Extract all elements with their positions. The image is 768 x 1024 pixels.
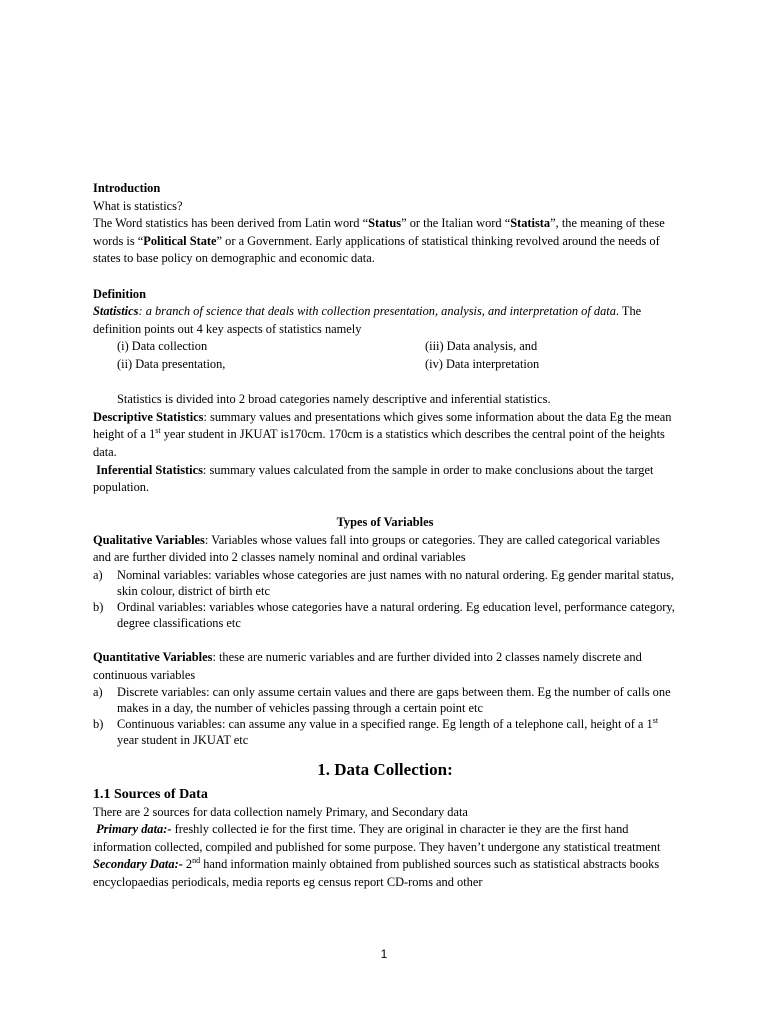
sources-paragraph: There are 2 sources for data collection namely Primary, and Secondary data — [93, 804, 468, 819]
section-heading: 1. Data Collection: — [317, 759, 453, 779]
quantitative-paragraph: Quantitative Variables: these are numeric variables and are further divided into 2 classes namely discrete and continuous variables — [93, 650, 642, 682]
definition-paragraph: Statistics: a branch of science that deals with collection presentation, analysis, and interpretation of data. The definition points out 4 key aspects of statistics namely — [93, 304, 642, 336]
aspect-item: (iv) Data interpretation — [425, 356, 540, 371]
categories-intro: Statistics is divided into 2 broad categories namely descriptive and inferential statistics. — [117, 392, 551, 407]
qualitative-list — [93, 568, 677, 631]
intro-heading: Introduction — [93, 181, 161, 195]
subsection-heading: 1.1 Sources of Data — [93, 786, 208, 802]
aspects-list — [117, 338, 677, 373]
qualitative-paragraph: Qualitative Variables: Variables whose values fall into groups or categories. They are called categorical variables and are further divided into 2 classes namely nominal and ordinal variables — [93, 532, 660, 565]
list-item: a) Nominal variables: variables whose categories are just names with no natural ordering. Eg gender marital status, skin colour, district of birth etc — [93, 568, 675, 598]
intro-paragraph: The Word statistics has been derived from Latin word “Status” or the Italian word “Statista”, the meaning of these words is “Political State” or a Government. Early applications of statistical thinking revolved around the needs of states to base policy on demographic and economic data. — [93, 216, 665, 266]
aspect-item: (iii) Data analysis, and — [425, 339, 538, 354]
list-item: b) Continuous variables: can assume any value in a specified range. Eg length of a telephone call, height of a 1st year student in JKUAT etc — [93, 716, 659, 747]
aspect-item: (ii) Data presentation, — [117, 356, 226, 371]
descriptive-paragraph: Descriptive Statistics: summary values and presentations which gives some information about the data Eg the mean height of a 1st year student in JKUAT is170cm. 170cm is a statistics which describes the central point of the heights data. — [93, 409, 672, 459]
document-page — [93, 180, 677, 892]
page-number: 1 — [380, 947, 388, 961]
types-heading: Types of Variables — [336, 515, 434, 530]
quantitative-list — [93, 685, 677, 748]
definition-heading: Definition — [93, 286, 147, 301]
list-item: a) Discrete variables: can only assume certain values and there are gaps between them. Eg the number of calls one makes in a day, the number of vehicles passing through a certain point etc — [93, 685, 671, 715]
inferential-paragraph: Inferential Statistics: summary values calculated from the sample in order to make conclusions about the target population. — [93, 462, 654, 495]
aspect-item: (i) Data collection — [117, 339, 208, 354]
primary-paragraph: Primary data:- freshly collected ie for the first time. They are original in character ie they are the first hand information collected, compiled and published for some purpose. They haven’t undergone any statistical treatment — [93, 822, 661, 854]
list-item: b) Ordinal variables: variables whose categories have a natural ordering. Eg education level, performance category, degree classifications etc — [93, 600, 675, 630]
intro-question: What is statistics? — [93, 198, 183, 213]
secondary-paragraph: Secondary Data:- 2nd hand information mainly obtained from published sources such as statistical abstracts books encyclopaedias periodicals, media reports eg census report CD-roms and other — [93, 856, 660, 889]
